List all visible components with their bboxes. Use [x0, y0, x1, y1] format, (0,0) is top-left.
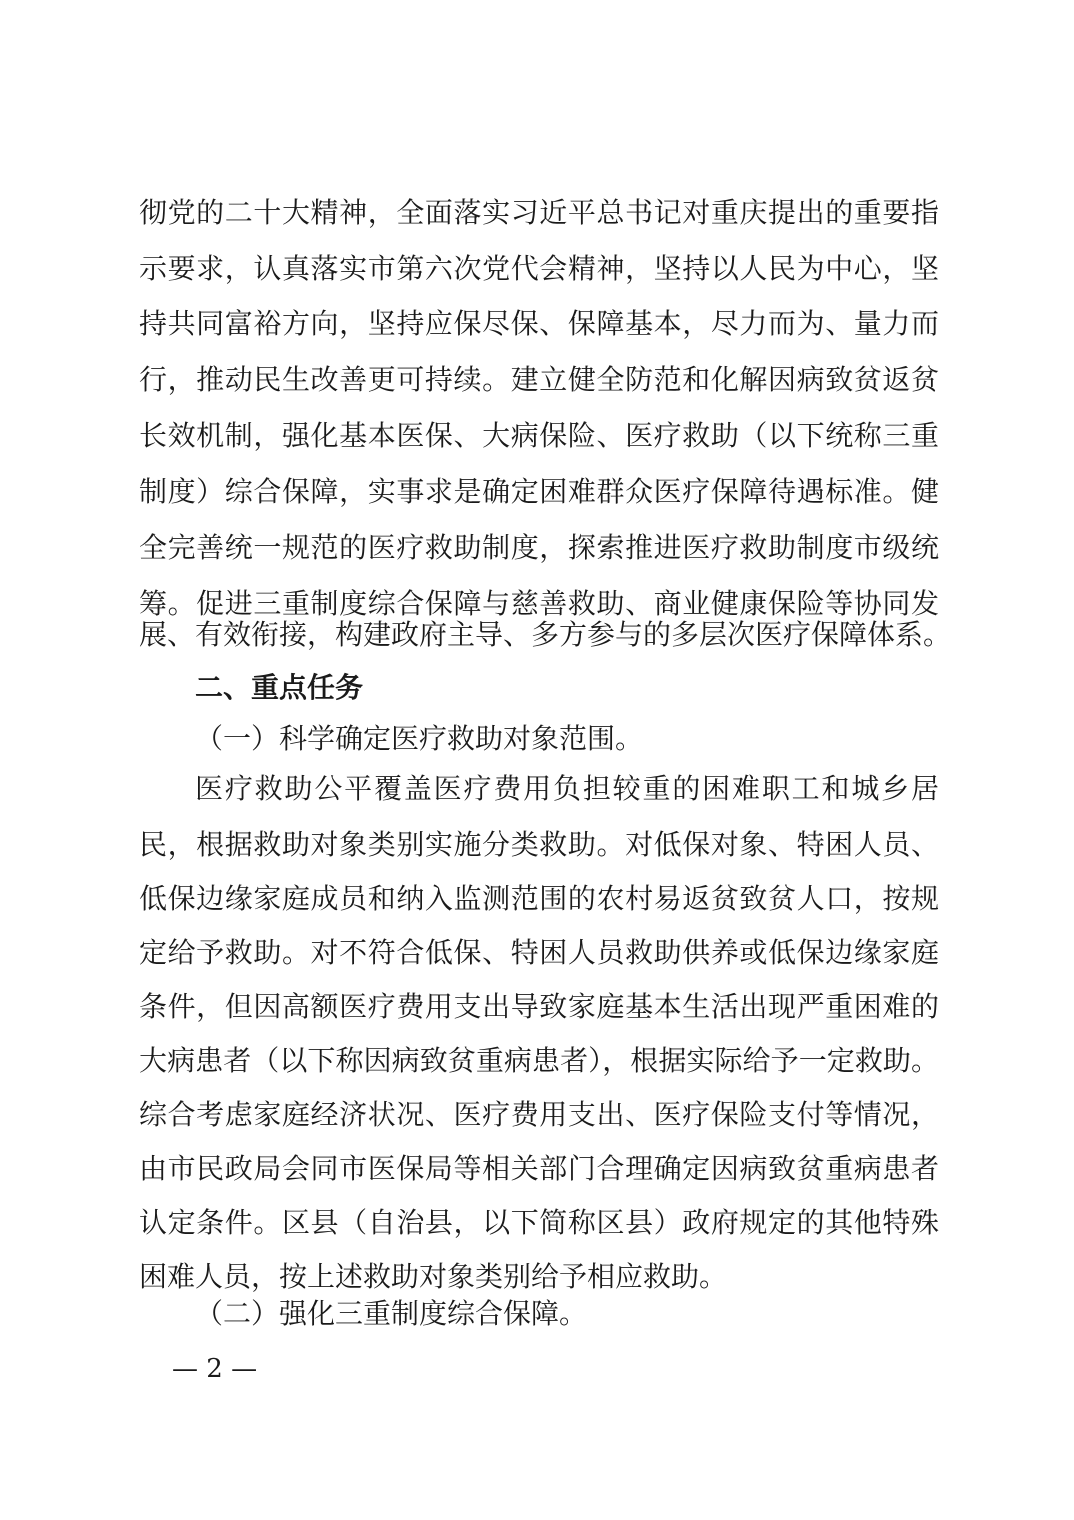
subsection-heading: （一）科学确定医疗救助对象范围。 [195, 722, 644, 755]
body-text-line: 定给予救助。对不符合低保、特困人员救助供养或低保边缘家庭 [139, 936, 939, 969]
subsection-heading: （二）强化三重制度综合保障。 [195, 1297, 588, 1330]
body-text-line: 大病患者（以下称因病致贫重病患者），根据实际给予一定救助。 [139, 1044, 939, 1077]
body-text-line: 由市民政局会同市医保局等相关部门合理确定因病致贫重病患者 [139, 1152, 939, 1185]
body-text-line: 认定条件。区县（自治县，以下简称区县）政府规定的其他特殊 [139, 1206, 939, 1239]
body-text-line: 综合考虑家庭经济状况、医疗费用支出、医疗保险支付等情况， [139, 1098, 939, 1131]
body-text-line: 长效机制，强化基本医保、大病保险、医疗救助（以下统称三重 [139, 419, 939, 452]
body-text-line: 展、有效衔接，构建政府主导、多方参与的多层次医疗保障体系。 [139, 618, 952, 651]
body-text-line: 全完善统一规范的医疗救助制度，探索推进医疗救助制度市级统 [139, 531, 939, 564]
body-text-line: 制度）综合保障，实事求是确定困难群众医疗保障待遇标准。健 [139, 475, 939, 508]
body-text-line: 彻党的二十大精神，全面落实习近平总书记对重庆提出的重要指 [139, 196, 939, 229]
body-text-line: 医疗救助公平覆盖医疗费用负担较重的困难职工和城乡居 [195, 772, 939, 805]
body-text-line: 筹。促进三重制度综合保障与慈善救助、商业健康保险等协同发 [139, 587, 939, 620]
body-text-line: 民，根据救助对象类别实施分类救助。对低保对象、特困人员、 [139, 828, 939, 861]
section-heading: 二、重点任务 [195, 671, 364, 704]
body-text-line: 条件，但因高额医疗费用支出导致家庭基本生活出现严重困难的 [139, 990, 939, 1023]
page-number: — 2 — [172, 1354, 258, 1384]
body-text-line: 示要求，认真落实市第六次党代会精神，坚持以人民为中心，坚 [139, 252, 939, 285]
body-text-line: 困难人员，按上述救助对象类别给予相应救助。 [139, 1260, 728, 1293]
body-text-line: 持共同富裕方向，坚持应保尽保、保障基本，尽力而为、量力而 [139, 307, 939, 340]
body-text-line: 行，推动民生改善更可持续。建立健全防范和化解因病致贫返贫 [139, 363, 939, 396]
body-text-line: 低保边缘家庭成员和纳入监测范围的农村易返贫致贫人口，按规 [139, 882, 939, 915]
